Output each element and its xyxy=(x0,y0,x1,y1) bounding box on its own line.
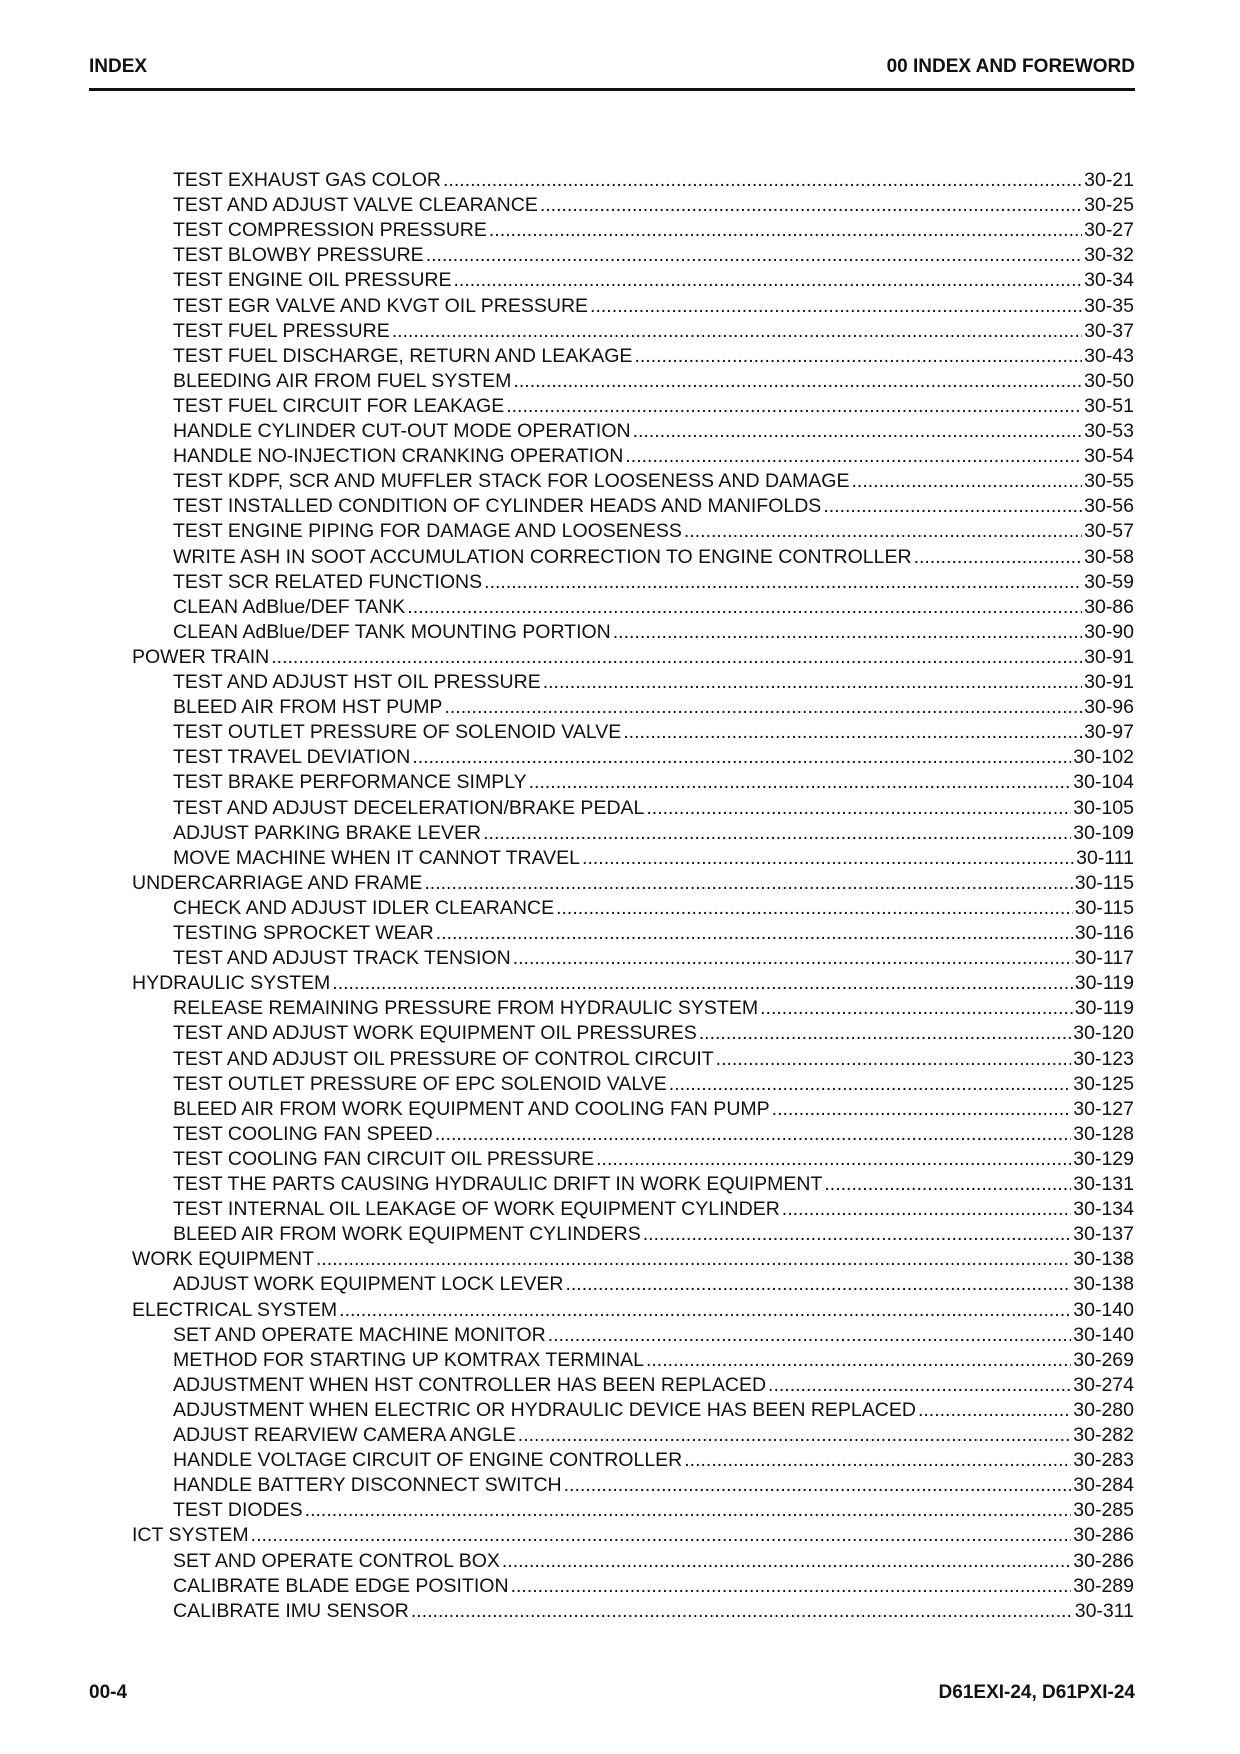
toc-entry-page: 30-35 xyxy=(1084,294,1134,317)
toc-entry-page: 30-115 xyxy=(1074,896,1134,919)
toc-entry-title: MOVE MACHINE WHEN IT CANNOT TRAVEL xyxy=(173,846,581,869)
header-section-label: INDEX xyxy=(89,56,148,77)
dot-leader xyxy=(444,695,1082,720)
dot-leader xyxy=(506,394,1082,419)
toc-entry-title: TEST AND ADJUST VALVE CLEARANCE xyxy=(173,194,538,217)
dot-leader xyxy=(540,193,1082,218)
toc-entry-title: TEST KDPF, SCR AND MUFFLER STACK FOR LOOSENESS AND DAMAGE xyxy=(173,470,850,493)
toc-entry-page: 30-105 xyxy=(1073,796,1134,819)
toc-entry[interactable] xyxy=(173,193,1134,218)
toc-entry-title: TEST AND ADJUST TRACK TENSION xyxy=(173,947,511,970)
toc-entry-title: CALIBRATE BLADE EDGE POSITION xyxy=(173,1574,509,1597)
toc-entry-page: 30-120 xyxy=(1073,1022,1134,1045)
toc-entry-title: UNDERCARRIAGE AND FRAME xyxy=(132,871,423,894)
dot-leader xyxy=(411,1599,1073,1624)
toc-entry[interactable] xyxy=(173,595,1134,620)
toc-entry-title: TEST BRAKE PERFORMANCE SIMPLY xyxy=(173,771,527,794)
toc-entry-title: TESTING SPROCKET WEAR xyxy=(173,922,434,944)
toc-entry-title: BLEED AIR FROM WORK EQUIPMENT AND COOLING FAN PUMP xyxy=(173,1097,770,1120)
dot-leader xyxy=(643,1222,1072,1247)
toc-entry-page: 30-285 xyxy=(1073,1499,1134,1522)
toc-entry-title: TEST FUEL DISCHARGE, RETURN AND LEAKAGE xyxy=(173,344,633,367)
toc-entry[interactable] xyxy=(173,695,1134,720)
toc-entry-page: 30-54 xyxy=(1084,445,1134,468)
toc-entry-title: RELEASE REMAINING PRESSURE FROM HYDRAULIC SYSTEM xyxy=(173,997,759,1020)
toc-entry-title: TEST AND ADJUST WORK EQUIPMENT OIL PRESSURES xyxy=(173,1022,697,1045)
toc-entry-page: 30-284 xyxy=(1073,1474,1134,1497)
toc-entry-page: 30-25 xyxy=(1084,194,1134,217)
toc-entry[interactable] xyxy=(173,821,1134,846)
dot-leader xyxy=(502,1549,1071,1574)
dot-leader xyxy=(332,971,1072,996)
toc-entry-title: TEST FUEL PRESSURE xyxy=(173,319,390,342)
toc-entry-page: 30-119 xyxy=(1074,972,1134,995)
dot-leader xyxy=(518,1423,1071,1448)
toc-entry-page: 30-131 xyxy=(1073,1173,1134,1195)
toc-entry[interactable] xyxy=(173,1272,1134,1297)
toc-entry-title: HYDRAULIC SYSTEM xyxy=(132,972,331,995)
toc-entry[interactable] xyxy=(173,1323,1134,1348)
toc-entry-page: 30-128 xyxy=(1073,1122,1134,1145)
toc-entry[interactable] xyxy=(173,846,1134,871)
toc-entry-page: 30-53 xyxy=(1084,420,1134,442)
toc-entry-title: TEST FUEL CIRCUIT FOR LEAKAGE xyxy=(173,394,505,417)
toc-entry-title: TEST AND ADJUST HST OIL PRESSURE xyxy=(173,671,541,693)
toc-entry[interactable] xyxy=(173,319,1134,344)
toc-entry-title: CLEAN AdBlue/DEF TANK MOUNTING PORTION xyxy=(173,620,611,643)
dot-leader xyxy=(453,268,1082,293)
toc-section-entry[interactable] xyxy=(132,1247,1134,1272)
toc-entry-page: 30-109 xyxy=(1073,821,1134,844)
dot-leader xyxy=(824,1172,1071,1197)
dot-leader xyxy=(634,344,1082,369)
toc-entry-title: CALIBRATE IMU SENSOR xyxy=(173,1599,409,1622)
toc-entry-page: 30-32 xyxy=(1084,244,1134,267)
dot-leader xyxy=(426,243,1082,268)
toc-entry-page: 30-119 xyxy=(1074,997,1134,1020)
toc-entry[interactable] xyxy=(173,294,1134,319)
toc-entry[interactable] xyxy=(173,394,1134,419)
toc-entry[interactable] xyxy=(173,494,1134,519)
dot-leader xyxy=(511,1574,1072,1599)
toc-entry-title: ELECTRICAL SYSTEM xyxy=(132,1298,338,1321)
toc-entry[interactable] xyxy=(173,1498,1134,1523)
toc-entry-page: 30-127 xyxy=(1073,1097,1134,1120)
toc-entry-title: BLEED AIR FROM HST PUMP xyxy=(173,696,443,719)
toc-entry-title: HANDLE CYLINDER CUT-OUT MODE OPERATION xyxy=(173,420,631,442)
dot-leader xyxy=(271,645,1082,670)
model-designation: D61EXI-24, D61PXI-24 xyxy=(938,1682,1135,1703)
dot-leader xyxy=(918,1398,1071,1423)
toc-entry-page: 30-134 xyxy=(1073,1198,1134,1221)
toc-entry-page: 30-116 xyxy=(1074,922,1134,944)
toc-entry-title: TEST OUTLET PRESSURE OF SOLENOID VALVE xyxy=(173,721,622,744)
toc-entry[interactable] xyxy=(173,444,1134,469)
dot-leader xyxy=(436,921,1073,946)
toc-entry-page: 30-96 xyxy=(1084,696,1134,719)
toc-entry-title: BLEEDING AIR FROM FUEL SYSTEM xyxy=(173,369,512,392)
toc-entry-title: TEST COOLING FAN CIRCUIT OIL PRESSURE xyxy=(173,1147,595,1170)
toc-entry-page: 30-280 xyxy=(1073,1398,1134,1421)
toc-entry-page: 30-137 xyxy=(1073,1223,1134,1246)
toc-entry[interactable] xyxy=(173,796,1134,821)
dot-leader xyxy=(582,846,1074,871)
toc-entry-title: ADJUST WORK EQUIPMENT LOCK LEVER xyxy=(173,1273,564,1296)
toc-entry[interactable] xyxy=(173,770,1134,795)
dot-leader xyxy=(760,996,1073,1021)
toc-entry[interactable] xyxy=(173,1222,1134,1247)
dot-leader xyxy=(772,1097,1072,1122)
toc-entry-title: TEST THE PARTS CAUSING HYDRAULIC DRIFT IN WORK EQUIPMENT xyxy=(173,1173,823,1195)
toc-entry-title: TEST BLOWBY PRESSURE xyxy=(173,244,424,267)
toc-entry[interactable] xyxy=(173,1574,1134,1599)
toc-entry-title: TEST AND ADJUST DECELERATION/BRAKE PEDAL xyxy=(173,796,645,819)
toc-entry[interactable] xyxy=(173,745,1134,770)
toc-entry-title: TEST INTERNAL OIL LEAKAGE OF WORK EQUIPMENT CYLINDER xyxy=(173,1198,780,1221)
toc-entry[interactable] xyxy=(173,921,1134,946)
toc-entry-page: 30-283 xyxy=(1073,1449,1134,1472)
toc-section-entry[interactable] xyxy=(132,1298,1134,1323)
dot-leader xyxy=(625,444,1082,469)
toc-entry-page: 30-140 xyxy=(1073,1323,1134,1346)
toc-entry-page: 30-125 xyxy=(1073,1072,1134,1095)
dot-leader xyxy=(851,469,1082,494)
toc-entry-page: 30-34 xyxy=(1084,269,1134,292)
toc-entry-title: HANDLE BATTERY DISCONNECT SWITCH xyxy=(173,1474,562,1497)
dot-leader xyxy=(484,570,1082,595)
dot-leader xyxy=(251,1523,1072,1548)
toc-entry-title: TEST ENGINE PIPING FOR DAMAGE AND LOOSENESS xyxy=(173,520,682,543)
toc-entry-title: POWER TRAIN xyxy=(132,645,270,668)
header-divider xyxy=(89,88,1135,91)
toc-entry[interactable] xyxy=(173,570,1134,595)
toc-entry-title: TEST COOLING FAN SPEED xyxy=(173,1122,433,1145)
toc-entry-title: TEST INSTALLED CONDITION OF CYLINDER HEADS AND MANIFOLDS xyxy=(173,495,822,518)
toc-entry-title: TEST SCR RELATED FUNCTIONS xyxy=(173,570,483,593)
toc-entry-title: ADJUSTMENT WHEN ELECTRIC OR HYDRAULIC DEVICE HAS BEEN REPLACED xyxy=(173,1398,916,1421)
toc-entry[interactable] xyxy=(173,268,1134,293)
toc-entry-title: TEST AND ADJUST OIL PRESSURE OF CONTROL CIRCUIT xyxy=(173,1047,714,1070)
dot-leader xyxy=(489,218,1082,243)
dot-leader xyxy=(305,1498,1072,1523)
toc-entry-title: ADJUST REARVIEW CAMERA ANGLE xyxy=(173,1424,516,1446)
toc-entry[interactable] xyxy=(173,996,1134,1021)
toc-entry-title: TEST DIODES xyxy=(173,1499,303,1522)
toc-entry-title: ADJUSTMENT WHEN HST CONTROLLER HAS BEEN REPLACED xyxy=(173,1373,767,1396)
toc-entry[interactable] xyxy=(173,1072,1134,1097)
dot-leader xyxy=(613,620,1082,645)
toc-entry-page: 30-274 xyxy=(1073,1373,1134,1396)
dot-leader xyxy=(768,1373,1071,1398)
toc-entry[interactable] xyxy=(173,1448,1134,1473)
dot-leader xyxy=(782,1197,1071,1222)
dot-leader xyxy=(564,1473,1072,1498)
toc-entry-title: TEST TRAVEL DEVIATION xyxy=(173,746,411,769)
dot-leader xyxy=(548,1323,1072,1348)
toc-entry-page: 30-115 xyxy=(1074,871,1134,894)
toc-entry-page: 30-86 xyxy=(1084,595,1134,618)
toc-entry[interactable] xyxy=(173,896,1134,921)
toc-entry[interactable] xyxy=(173,545,1134,570)
toc-entry-page: 30-91 xyxy=(1084,645,1134,668)
toc-entry[interactable] xyxy=(173,670,1134,695)
dot-leader xyxy=(596,1147,1071,1172)
toc-entry-title: HANDLE VOLTAGE CIRCUIT OF ENGINE CONTROLLER xyxy=(173,1449,683,1472)
dot-leader xyxy=(513,369,1082,394)
toc-entry-title: TEST EGR VALVE AND KVGT OIL PRESSURE xyxy=(173,294,589,317)
dot-leader xyxy=(565,1272,1071,1297)
toc-entry-title: SET AND OPERATE MACHINE MONITOR xyxy=(173,1323,546,1346)
dot-leader xyxy=(684,519,1082,544)
toc-entry[interactable] xyxy=(173,1599,1134,1624)
toc-entry-title: TEST ENGINE OIL PRESSURE xyxy=(173,269,452,292)
toc-entry-page: 30-269 xyxy=(1073,1348,1134,1371)
toc-entry-page: 30-97 xyxy=(1084,721,1134,744)
toc-entry[interactable] xyxy=(173,469,1134,494)
toc-entry-page: 30-91 xyxy=(1084,671,1134,693)
toc-entry-title: CLEAN AdBlue/DEF TANK xyxy=(173,595,406,618)
toc-entry-page: 30-286 xyxy=(1073,1524,1134,1547)
toc-entry-page: 30-57 xyxy=(1084,520,1134,543)
dot-leader xyxy=(435,1122,1072,1147)
toc-entry-title: TEST EXHAUST GAS COLOR xyxy=(173,169,442,191)
toc-entry-title: WORK EQUIPMENT xyxy=(132,1248,315,1271)
toc-entry[interactable] xyxy=(173,1021,1134,1046)
dot-leader xyxy=(684,1448,1071,1473)
toc-entry[interactable] xyxy=(173,243,1134,268)
dot-leader xyxy=(316,1247,1071,1272)
dot-leader xyxy=(669,1072,1072,1097)
toc-entry-title: WRITE ASH IN SOOT ACCUMULATION CORRECTION TO ENGINE CONTROLLER xyxy=(173,545,912,568)
toc-entry-title: ICT SYSTEM xyxy=(132,1524,249,1547)
toc-entry[interactable] xyxy=(173,1423,1134,1448)
toc-entry-title: TEST COMPRESSION PRESSURE xyxy=(173,219,487,242)
toc-entry-page: 30-56 xyxy=(1084,495,1134,518)
toc-entry[interactable] xyxy=(173,168,1134,193)
toc-entry-page: 30-289 xyxy=(1073,1574,1134,1597)
page-number: 00-4 xyxy=(89,1682,128,1703)
page-header xyxy=(89,56,1135,78)
dot-leader xyxy=(556,896,1073,921)
toc-entry-title: TEST OUTLET PRESSURE OF EPC SOLENOID VALVE xyxy=(173,1072,667,1095)
dot-leader xyxy=(823,494,1082,519)
toc-entry[interactable] xyxy=(173,1172,1134,1197)
toc-entry[interactable] xyxy=(173,344,1134,369)
dot-leader xyxy=(646,1348,1071,1373)
toc-entry-page: 30-138 xyxy=(1073,1273,1134,1296)
toc-entry-title: CHECK AND ADJUST IDLER CLEARANCE xyxy=(173,896,555,919)
dot-leader xyxy=(623,720,1082,745)
toc-entry-page: 30-37 xyxy=(1084,319,1134,342)
toc-entry[interactable] xyxy=(173,720,1134,745)
toc-entry-page: 30-117 xyxy=(1074,947,1134,970)
toc-entry[interactable] xyxy=(173,620,1134,645)
toc-entry-page: 30-90 xyxy=(1084,620,1134,643)
toc-section-entry[interactable] xyxy=(132,871,1134,896)
dot-leader xyxy=(646,796,1071,821)
toc-entry[interactable] xyxy=(173,1348,1134,1373)
toc-entry[interactable] xyxy=(173,1197,1134,1222)
toc-entry[interactable] xyxy=(173,218,1134,243)
toc-entry-title: SET AND OPERATE CONTROL BOX xyxy=(173,1549,500,1572)
toc-entry-page: 30-27 xyxy=(1084,219,1134,242)
toc-entry-page: 30-129 xyxy=(1073,1147,1134,1170)
dot-leader xyxy=(699,1021,1072,1046)
toc-entry-page: 30-104 xyxy=(1073,771,1134,794)
toc-entry-page: 30-21 xyxy=(1084,169,1134,191)
toc-entry-page: 30-311 xyxy=(1074,1599,1134,1622)
toc-entry[interactable] xyxy=(173,419,1134,444)
toc-entry-page: 30-286 xyxy=(1073,1549,1134,1572)
toc-entry[interactable] xyxy=(173,519,1134,544)
header-chapter-title: 00 INDEX AND FOREWORD xyxy=(886,56,1135,77)
toc-entry[interactable] xyxy=(173,1147,1134,1172)
toc-entry-title: HANDLE NO-INJECTION CRANKING OPERATION xyxy=(173,445,624,468)
toc-section-entry[interactable] xyxy=(132,1523,1134,1548)
toc-entry-page: 30-123 xyxy=(1073,1047,1134,1070)
toc-entry[interactable] xyxy=(173,369,1134,394)
dot-leader xyxy=(529,770,1072,795)
dot-leader xyxy=(339,1298,1071,1323)
dot-leader xyxy=(412,745,1071,770)
toc-section-entry[interactable] xyxy=(132,971,1134,996)
toc-entry-title: BLEED AIR FROM WORK EQUIPMENT CYLINDERS xyxy=(173,1223,641,1246)
toc-entry[interactable] xyxy=(173,1373,1134,1398)
dot-leader xyxy=(543,670,1082,695)
dot-leader xyxy=(914,545,1083,570)
dot-leader xyxy=(590,294,1082,319)
dot-leader xyxy=(483,821,1071,846)
toc-entry-title: ADJUST PARKING BRAKE LEVER xyxy=(173,821,482,844)
toc-entry-page: 30-51 xyxy=(1084,394,1134,417)
toc-entry-page: 30-140 xyxy=(1073,1298,1134,1321)
toc-entry[interactable] xyxy=(173,946,1134,971)
dot-leader xyxy=(443,168,1082,193)
toc-entry[interactable] xyxy=(173,1549,1134,1574)
dot-leader xyxy=(716,1047,1072,1072)
toc-entry-page: 30-55 xyxy=(1084,470,1134,493)
toc-entry-page: 30-102 xyxy=(1073,746,1134,769)
toc-entry-page: 30-43 xyxy=(1084,344,1134,367)
toc-entry[interactable] xyxy=(173,1473,1134,1498)
toc-entry[interactable] xyxy=(173,1398,1134,1423)
toc-entry-page: 30-50 xyxy=(1084,369,1134,392)
toc-section-entry[interactable] xyxy=(132,645,1134,670)
toc-entry-page: 30-282 xyxy=(1073,1424,1134,1446)
toc-entry-title: METHOD FOR STARTING UP KOMTRAX TERMINAL xyxy=(173,1348,644,1371)
dot-leader xyxy=(424,871,1072,896)
dot-leader xyxy=(407,595,1082,620)
toc-entry[interactable] xyxy=(173,1097,1134,1122)
page-footer xyxy=(89,1682,1135,1704)
toc-entry-page: 30-138 xyxy=(1073,1248,1134,1271)
toc-entry-page: 30-111 xyxy=(1076,846,1134,869)
dot-leader xyxy=(392,319,1082,344)
toc-entry[interactable] xyxy=(173,1047,1134,1072)
toc-entry[interactable] xyxy=(173,1122,1134,1147)
toc-entry-page: 30-59 xyxy=(1084,570,1134,593)
toc-entry-page: 30-58 xyxy=(1084,545,1134,568)
dot-leader xyxy=(633,419,1083,444)
dot-leader xyxy=(513,946,1073,971)
